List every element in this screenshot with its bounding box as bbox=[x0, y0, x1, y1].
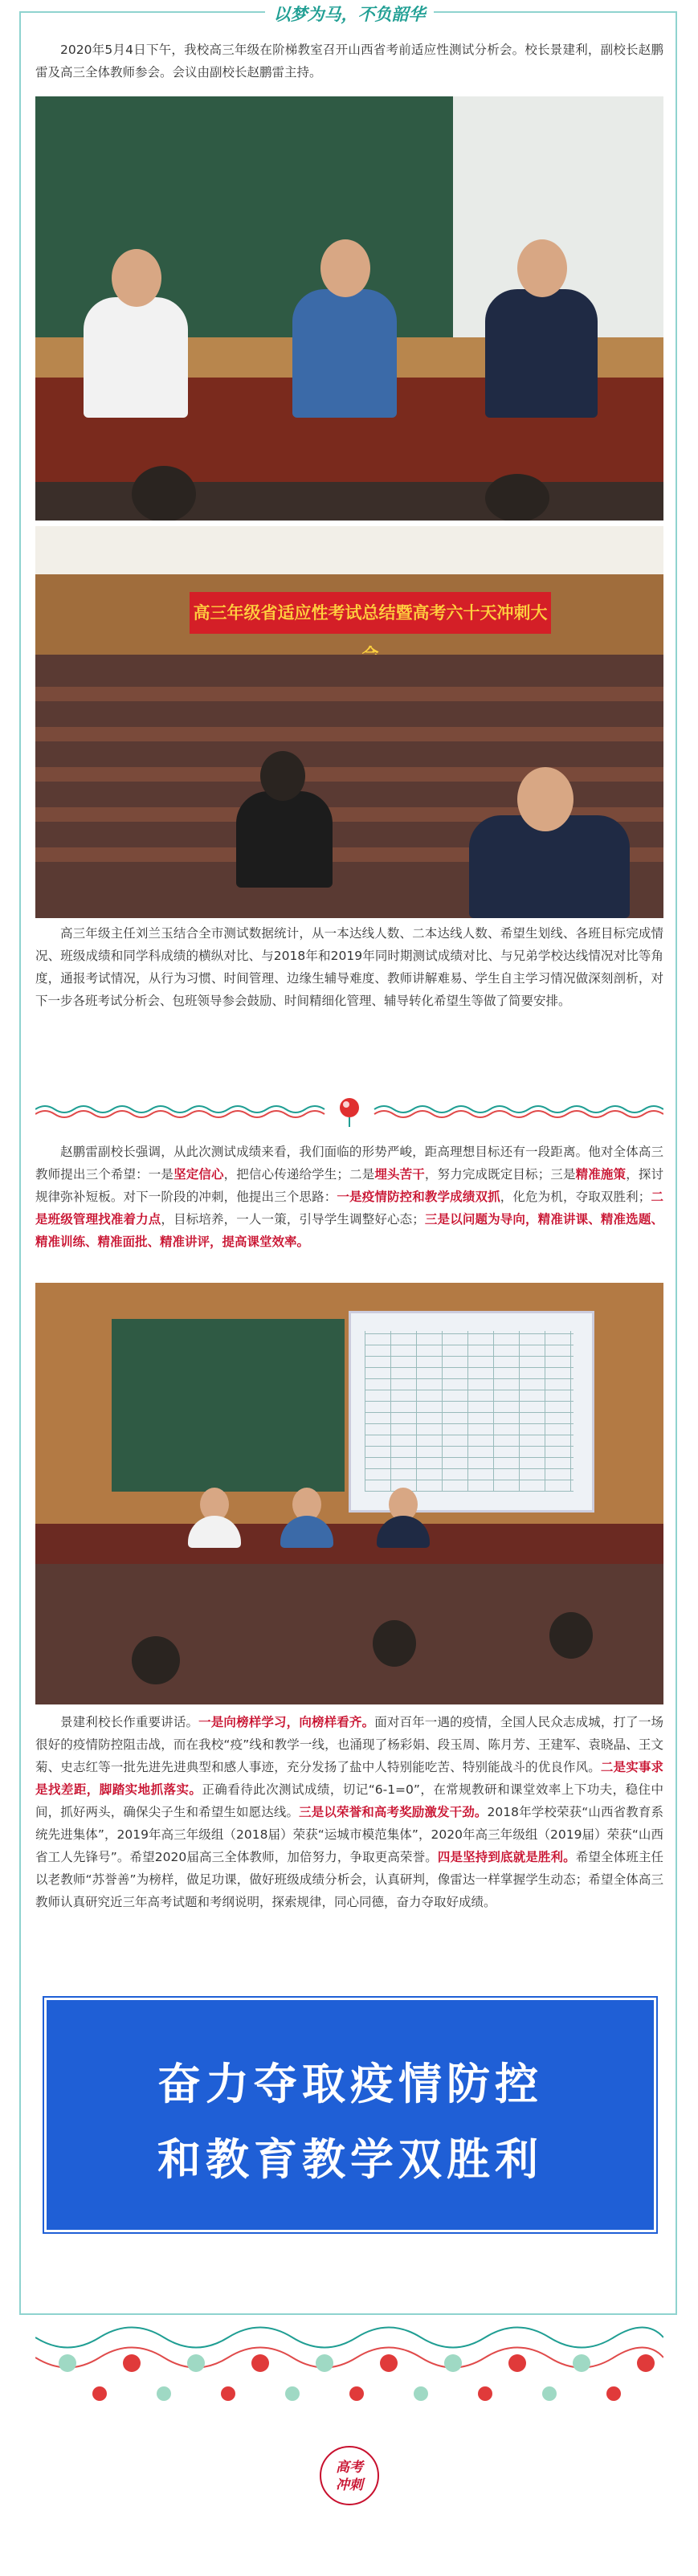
stamp-line-2: 冲刺 bbox=[336, 2477, 363, 2493]
p3-text: 赵鹏雷副校长强调，从此次测试成绩来看，我们面临的形势严峻，距高理想目标还有一段距离。他对全体高三教师提出三个希望：一是 bbox=[35, 1145, 663, 1182]
grade-director-paragraph: 高三年级主任刘兰玉结合全市测试数据统计，从一本达线人数、二本达线人数、希望生划线、各班目标完成情况、班级成绩和同学科成绩的横纵对比、与2018年和2019年同时期测试成绩对比、与兄弟学校达线情况对比等角度，通报考试情况，从行为习惯、时间管理、边缘生辅导难度、教师讲解难易、学生自主学习情况做深刻剖析，对下一步各班考试分析会、包班领导参会鼓励、时间精细化管理、辅导转化希望生等做了简要安排。 bbox=[35, 926, 663, 1008]
hall-banner: 高三年级省适应性考试总结暨高考六十天冲刺大 bbox=[190, 592, 551, 634]
slogan-line-1: 奋力夺取疫情防控 bbox=[157, 2059, 543, 2109]
p3-emphasis: 埋头苦干 bbox=[374, 1167, 425, 1182]
slogan-box bbox=[44, 1998, 656, 2232]
p3-emphasis: 三是以问题为导向，精准讲课、精准选题、精准训练、精准面批、精准讲评，提高课堂效率。 bbox=[35, 1212, 663, 1249]
garland-ornament bbox=[35, 2321, 663, 2410]
p3-emphasis: 精准施策 bbox=[575, 1167, 627, 1182]
stamp-line-1: 高考 bbox=[336, 2460, 363, 2476]
p3-text: ，努力完成既定目标；三是 bbox=[424, 1167, 576, 1182]
p3-text: ，化危为机，夺取双胜利； bbox=[500, 1190, 651, 1204]
p4-text: 正确看待此次测试成绩，切记“6-1=0”，在常规教研和课堂效率上下功夫，稳住中间，抓好两头，确保尖子生和希望生如愿达线。 bbox=[35, 1782, 663, 1819]
p4-text: 景建利校长作重要讲话。 bbox=[60, 1715, 199, 1729]
header-slogan: 以梦为马，不负韶华 bbox=[265, 0, 434, 29]
p4-emphasis: 四是坚持到底就是胜利。 bbox=[437, 1850, 576, 1864]
p4-emphasis: 三是以荣誉和高考奖励激发干劲。 bbox=[299, 1805, 488, 1819]
vice-principal-paragraph bbox=[35, 1141, 663, 1253]
p3-emphasis: 一是疫情防控和教学成绩双抓 bbox=[337, 1190, 500, 1204]
slogan-line-2: 和教育教学双胜利 bbox=[157, 2134, 543, 2185]
meeting-photo-hall bbox=[35, 526, 663, 918]
p4-emphasis: 一是向榜样学习，向榜样看齐。 bbox=[198, 1715, 375, 1729]
p3-text: ，探讨规律弥补短板。对下一阶段的冲刺，他提出三个思路： bbox=[35, 1167, 663, 1204]
p4-text: 面对百年一遇的疫情，全国人民众志成城，打了一场很好的疫情防控阻击战，而在我校“疫”线和教学一线，也涌现了杨彩娟、段玉周、陈月芳、王建军、袁晓晶、王文菊、史志红等一批先进先进典型和感人事迹，充分发扬了盐中人特别能吃苦、特别能战斗的优良作风。 bbox=[35, 1715, 663, 1774]
p4-text: 希望全体班主任以老教师“苏誉善”为榜样，做足功课，做好班级成绩分析会，认真研判，像雷达一样掌握学生动态；希望全体高三教师认真研究近三年高考试题和考纲说明，探索规律，同心同德，奋力夺取好成绩。 bbox=[35, 1850, 663, 1909]
p3-emphasis: 坚定信心 bbox=[173, 1167, 224, 1182]
wave-divider bbox=[35, 1095, 663, 1127]
p4-text: 2018年学校荣获“山西省教育系统先进集体”，2019年高三年级组（2018届）荣获“运城市模范集体”，2020年高三年级组（2019届）荣获“山西省工人先锋号”。希望2020届高三全体教师，加倍努力，争取更高荣誉。 bbox=[35, 1805, 663, 1864]
p3-emphasis: 二是班级管理找准着力点 bbox=[35, 1190, 663, 1227]
gaokao-stamp bbox=[320, 2446, 379, 2505]
p4-emphasis: 二是实事求是找差距，脚踏实地抓落实。 bbox=[35, 1760, 663, 1797]
meeting-photo-screen bbox=[35, 1283, 663, 1704]
p3-text: ，目标培养，一人一策，引导学生调整好心态； bbox=[161, 1212, 425, 1227]
p3-text: ，把信心传递给学生；二是 bbox=[223, 1167, 375, 1182]
meeting-photo-officials bbox=[35, 96, 663, 521]
principal-paragraph bbox=[35, 1711, 663, 1913]
intro-paragraph: 2020年5月4日下午，我校高三年级在阶梯教室召开山西省考前适应性测试分析会。校长景建利，副校长赵鹏雷及高三全体教师参会。会议由副校长赵鹏雷主持。 bbox=[35, 43, 663, 80]
